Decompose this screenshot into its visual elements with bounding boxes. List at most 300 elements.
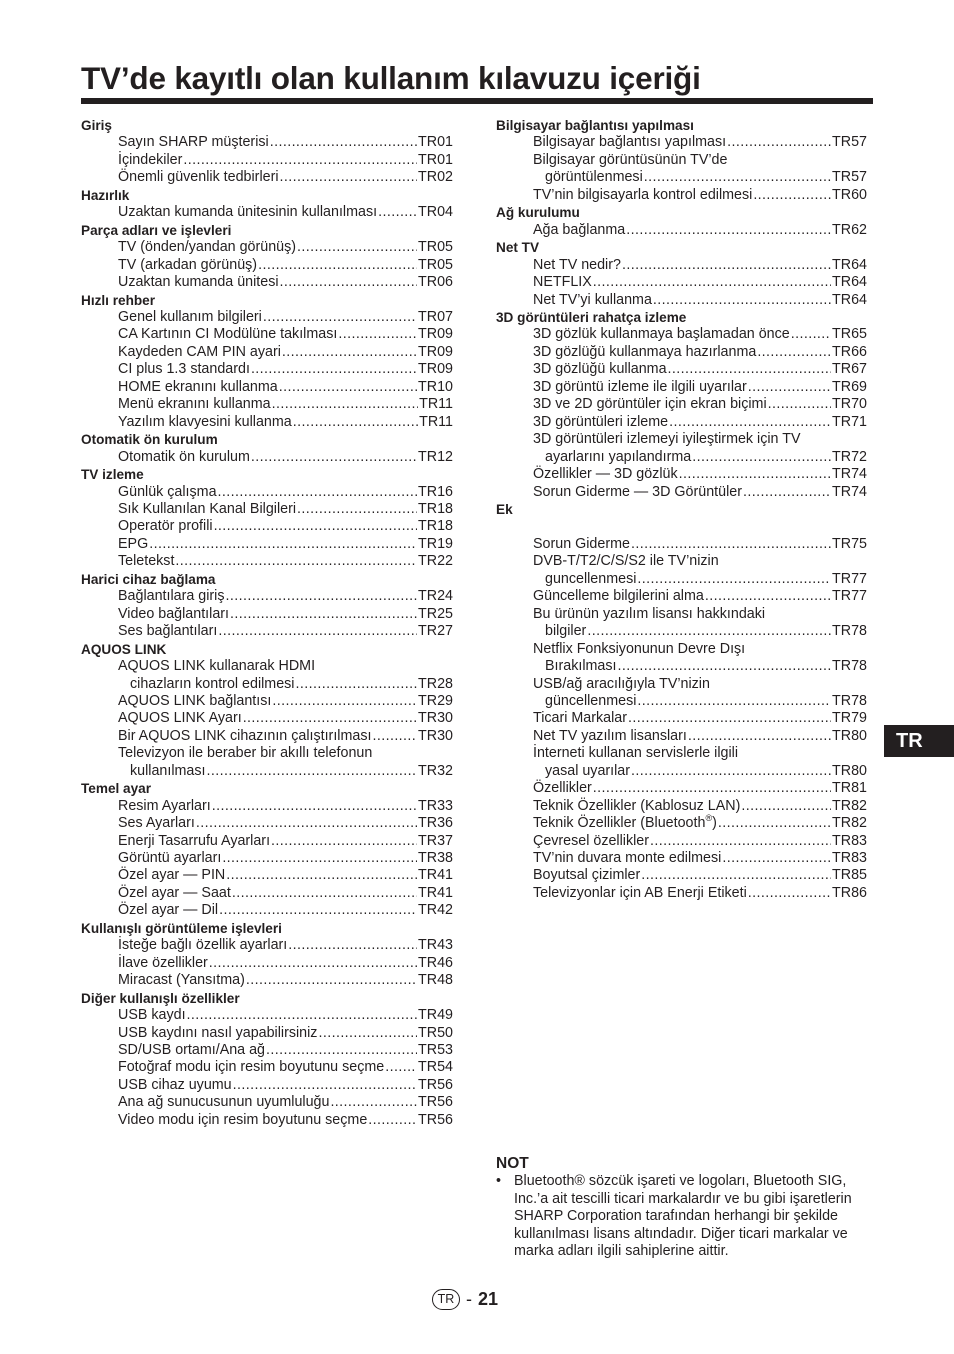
dot-leader [757, 344, 831, 361]
dot-leader [688, 728, 831, 745]
toc-entry [81, 484, 453, 501]
dot-leader [251, 449, 417, 466]
toc-page-ref: TR02 [418, 169, 453, 186]
toc-entry [496, 326, 867, 343]
toc-entry-text: TV (arkadan görünüş) [118, 256, 258, 273]
toc-entry-title [118, 414, 292, 431]
toc-entry-text: Bırakılması [545, 658, 617, 675]
toc-entry [81, 833, 453, 850]
toc-entry-text: İlave özellikler [118, 954, 208, 971]
toc-entry-text: Uzaktan kumanda ünitesinin kullanılması [118, 204, 378, 221]
dot-leader [226, 867, 417, 884]
toc-entry [496, 798, 867, 815]
toc-entry-text: Bağlantılara giriş [118, 588, 225, 605]
toc-entry-text: CI plus 1.3 standardı [118, 361, 250, 378]
toc-entry [81, 414, 453, 431]
dot-leader [222, 850, 417, 867]
toc-entry-text: USB kaydı [118, 1007, 186, 1024]
toc-entry-title [533, 780, 592, 797]
toc-entry [496, 850, 867, 867]
toc-page-ref: TR50 [418, 1024, 453, 1041]
toc-page-ref: TR36 [418, 815, 453, 832]
dot-leader [271, 833, 417, 850]
toc-page-ref: TR72 [832, 448, 867, 465]
toc-entry [81, 1042, 453, 1059]
dot-leader [183, 152, 417, 169]
toc-page-ref: TR81 [832, 780, 867, 797]
toc-entry-text: Özellikler — 3D gözlük [533, 466, 678, 483]
toc-entry [496, 536, 867, 553]
toc-entry-text: Teknik Özellikler (Bluetooth [533, 815, 706, 832]
toc-entry [496, 693, 867, 710]
toc-page-ref: TR64 [832, 256, 867, 273]
toc-page-ref: TR65 [832, 326, 867, 343]
toc-page-ref: TR77 [832, 570, 867, 587]
toc-entry-title [533, 274, 592, 291]
toc-entry-text: İçindekiler [118, 151, 183, 168]
toc-entry-title [118, 693, 271, 710]
toc-entry [496, 449, 867, 466]
toc-entry [81, 728, 453, 745]
toc-entry-title [118, 972, 245, 989]
toc-entry-title [118, 239, 296, 256]
toc-entry-text: İsteğe bağlı özellik ayarları [118, 937, 288, 954]
dot-leader [297, 239, 417, 256]
dot-leader [587, 623, 831, 640]
toc-entry [81, 169, 453, 186]
toc-entry-text: 3D gözlük kullanmaya başlamadan önce [533, 326, 790, 343]
toc-page-ref: TR41 [418, 884, 453, 901]
toc-page-ref: TR22 [418, 553, 453, 570]
toc-entry-title [533, 379, 747, 396]
toc-entry [496, 710, 867, 727]
toc-entry-title [118, 484, 217, 501]
toc-entry-title [118, 937, 287, 954]
toc-entry-text: Video bağlantıları [118, 605, 230, 622]
dot-leader [214, 518, 417, 535]
toc-entry [81, 798, 453, 815]
toc-entry [496, 169, 867, 186]
toc-page-ref: TR79 [832, 710, 867, 727]
dot-leader [622, 257, 831, 274]
dot-leader [251, 361, 417, 378]
toc-entry-text: Ticari Markalar [533, 710, 627, 727]
title-underline [81, 98, 873, 104]
toc-entry-title [118, 204, 377, 221]
toc-entry-text: Önemli güvenlik tedbirleri [118, 169, 279, 186]
toc-page-ref: TR37 [418, 832, 453, 849]
toc-page-ref: TR69 [832, 378, 867, 395]
toc-entry [81, 257, 453, 274]
toc-page-ref: TR33 [418, 797, 453, 814]
toc-entry-line: 3D görüntüleri izlemeyi iyileştirmek için TV [533, 431, 801, 448]
dot-leader [644, 169, 831, 186]
toc-entry [81, 518, 453, 535]
page-footer [432, 1286, 498, 1312]
toc-page-ref: TR60 [832, 186, 867, 203]
toc-page-ref: TR74 [832, 483, 867, 500]
toc-entry-title [118, 798, 211, 815]
toc-entry-title [118, 955, 208, 972]
dot-leader [748, 379, 831, 396]
toc-entry-text: ayarlarını yapılandırma [545, 448, 692, 465]
toc-entry-text: Net TV nedir? [533, 256, 621, 273]
toc-entry [81, 396, 453, 413]
toc-entry-title [118, 606, 229, 623]
toc-entry-text: Ana ağ sunucusunun uyumluluğu [118, 1094, 330, 1111]
toc-page-ref: TR56 [418, 1111, 453, 1128]
dot-leader [593, 274, 831, 291]
toc-entry [81, 379, 453, 396]
toc-page-ref: TR77 [832, 588, 867, 605]
toc-section-heading: TV izleme [81, 467, 144, 483]
toc-entry-text: Genel kullanım bilgileri [118, 308, 262, 325]
toc-entry-title [545, 658, 617, 675]
toc-entry-title [130, 763, 206, 780]
toc-entry-text: Ses bağlantıları [118, 623, 218, 640]
dot-leader [297, 501, 417, 518]
language-circle-badge: TR [432, 1289, 460, 1310]
toc-entry [81, 850, 453, 867]
toc-entry-title [118, 518, 213, 535]
note-box [496, 1155, 866, 1260]
dot-leader [679, 466, 831, 483]
toc-entry-title [118, 379, 278, 396]
toc-entry-title [130, 676, 294, 693]
toc-entry-title [118, 309, 262, 326]
dot-leader [768, 396, 831, 413]
toc-entry-text: Özellikler [533, 780, 592, 797]
toc-page-ref: TR32 [418, 762, 453, 779]
dot-leader [293, 414, 418, 431]
toc-entry-title [118, 257, 257, 274]
toc-section-heading: Diğer kullanışlı özellikler [81, 990, 240, 1006]
toc-entry [81, 274, 453, 291]
dot-leader [385, 1059, 417, 1076]
dot-leader [631, 763, 831, 780]
toc-page-ref: TR83 [832, 850, 867, 867]
toc-entry [496, 222, 867, 239]
dot-leader [218, 484, 418, 501]
toc-entry [81, 693, 453, 710]
toc-entry-text: SD/USB ortamı/Ana ağ [118, 1042, 266, 1059]
toc-entry [81, 1025, 453, 1042]
toc-page-ref: TR43 [418, 937, 453, 954]
toc-page-ref: TR41 [418, 867, 453, 884]
toc-page-ref: TR01 [418, 151, 453, 168]
toc-entry-title [533, 414, 668, 431]
toc-entry-text: guncellenmesi [545, 570, 637, 587]
toc-entry [496, 588, 867, 605]
toc-entry-text: Teknik Özellikler (Kablosuz LAN) [533, 797, 741, 814]
dot-leader [653, 292, 831, 309]
toc-page-ref: TR09 [418, 361, 453, 378]
toc-entry-title [533, 396, 767, 413]
toc-entry [496, 658, 867, 675]
toc-page-ref: TR12 [418, 448, 453, 465]
dot-leader [219, 902, 417, 919]
toc-entry-text: Uzaktan kumanda ünitesi [118, 274, 279, 291]
toc-entry-text: TV (önden/yandan görünüş) [118, 239, 297, 256]
toc-page-ref: TR25 [418, 605, 453, 622]
toc-entry-text: 3D görüntü izleme ile ilgili uyarılar [533, 378, 747, 395]
toc-entry [496, 292, 867, 309]
dot-leader [230, 606, 417, 623]
note-text: Bluetooth® sözcük işareti ve logoları, Bluetooth SIG, Inc.’a ait tescilli ticari markalardır ve bu gibi işaretlerin SHARP Corporation tarafından herhangi bir şekilde kullanılması lisans altındadır. Diğer ticari markalar ve marka adları ilgili sahiplerine aittir. [514, 1173, 852, 1260]
toc-entry-text: Kaydeden CAM PIN ayari [118, 343, 281, 360]
toc-entry-title [118, 553, 174, 570]
toc-entry-text-end: ) [712, 815, 717, 832]
toc-entry [496, 257, 867, 274]
toc-page-ref: TR38 [418, 850, 453, 867]
toc-entry-text: 3D gözlüğü kullanmaya hazırlanma [533, 343, 757, 360]
toc-page-ref: TR16 [418, 483, 453, 500]
toc-page-ref: TR01 [418, 134, 453, 151]
dot-leader [266, 1042, 417, 1059]
dot-leader [743, 484, 831, 501]
toc-entry-title [533, 885, 747, 902]
toc-entry-text: USB cihaz uyumu [118, 1076, 232, 1093]
toc-page-ref: TR10 [418, 378, 453, 395]
toc-entry [81, 1059, 453, 1076]
toc-entry [81, 623, 453, 640]
toc-entry [81, 309, 453, 326]
toc-page-ref: TR29 [418, 692, 453, 709]
dot-leader [631, 536, 831, 553]
dot-leader [626, 222, 831, 239]
toc-page-ref: TR54 [418, 1059, 453, 1076]
toc-page-ref: TR30 [418, 727, 453, 744]
toc-entry-text: cihazların kontrol edilmesi [130, 675, 295, 692]
toc-page-ref: TR78 [832, 658, 867, 675]
dot-leader [318, 1025, 417, 1042]
toc-entry [81, 449, 453, 466]
toc-section-heading: Otomatik ön kurulum [81, 432, 218, 448]
toc-entry-title [118, 1025, 317, 1042]
dot-leader [149, 536, 417, 553]
toc-entry-title [118, 449, 250, 466]
dot-leader [372, 728, 417, 745]
dot-leader [295, 676, 417, 693]
toc-page-ref: TR24 [418, 588, 453, 605]
toc-entry-line: Bilgisayar görüntüsünün TV’de [533, 151, 728, 168]
toc-page-ref: TR07 [418, 308, 453, 325]
page-title: TV’de kayıtlı olan kullanım kılavuzu içeriği [81, 60, 701, 96]
toc-entry [81, 1112, 453, 1129]
toc-entry-title [118, 501, 296, 518]
dot-leader [705, 588, 831, 605]
toc-entry-text: Fotoğraf modu için resim boyutunu seçme [118, 1059, 385, 1076]
dot-leader [187, 1007, 417, 1024]
toc-page-ref: TR57 [832, 169, 867, 186]
toc-entry-title [533, 361, 667, 378]
toc-entry-title [118, 1059, 384, 1076]
toc-entry-text: Çevresel özellikler [533, 832, 650, 849]
toc-entry-title [533, 833, 649, 850]
toc-entry [81, 361, 453, 378]
toc-entry-text: Günlük çalışma [118, 483, 217, 500]
dot-leader [209, 955, 417, 972]
dot-leader [722, 850, 831, 867]
toc-entry-title [118, 885, 231, 902]
toc-entry [496, 571, 867, 588]
toc-page-ref: TR09 [418, 343, 453, 360]
toc-entry-title [533, 536, 630, 553]
toc-page-ref: TR30 [418, 710, 453, 727]
toc-entry-title [533, 815, 717, 832]
dot-leader [207, 763, 418, 780]
toc-entry-title [545, 571, 636, 588]
toc-entry-text: Özel ayar — Dil [118, 902, 219, 919]
toc-entry-text: Video modu için resim boyutunu seçme [118, 1111, 368, 1128]
dot-leader [368, 1112, 417, 1129]
toc-page-ref: TR18 [418, 518, 453, 535]
toc-entry [81, 1094, 453, 1111]
toc-entry-title [118, 326, 337, 343]
toc-entry-text: 3D ve 2D görüntüler için ekran biçimi [533, 396, 767, 413]
toc-entry-title [533, 466, 678, 483]
toc-entry-text: Sık Kullanılan Kanal Bilgileri [118, 500, 297, 517]
toc-page-ref: TR56 [418, 1094, 453, 1111]
toc-entry-line: USB/ağ aracılığıyla TV’nizin [533, 675, 710, 692]
dot-leader [668, 361, 832, 378]
dot-leader [378, 204, 417, 221]
toc-page-ref: TR27 [418, 623, 453, 640]
toc-entry-text: AQUOS LINK Ayarı [118, 710, 242, 727]
toc-page-ref: TR46 [418, 954, 453, 971]
toc-page-ref: TR78 [832, 692, 867, 709]
dot-leader [628, 710, 831, 727]
dot-leader [279, 379, 417, 396]
toc-entry-text: EPG [118, 535, 149, 552]
toc-page-ref: TR83 [832, 832, 867, 849]
toc-entry-text: Yazılım klavyesini kullanma [118, 413, 292, 430]
toc-entry-title [545, 449, 691, 466]
toc-page-ref: TR66 [832, 343, 867, 360]
dot-leader [338, 326, 417, 343]
toc-entry-title [118, 1007, 186, 1024]
toc-page-ref: TR09 [418, 326, 453, 343]
toc-entry-text: güncellenmesi [545, 692, 637, 709]
dot-leader [748, 885, 831, 902]
dot-leader [669, 414, 831, 431]
toc-entry-title [118, 396, 271, 413]
toc-entry [81, 152, 453, 169]
toc-entry-line: Televizyon ile beraber bir akıllı telefonun [118, 745, 373, 762]
toc-entry-text: Bilgisayar bağlantısı yapılması [533, 134, 727, 151]
toc-section-heading: Hızlı rehber [81, 292, 156, 308]
toc-entry [496, 134, 867, 151]
toc-entry-title [118, 134, 269, 151]
toc-entry [81, 815, 453, 832]
toc-section-heading: Parça adları ve işlevleri [81, 222, 232, 238]
dot-leader [282, 344, 417, 361]
toc-page-ref: TR42 [418, 902, 453, 919]
dot-leader [618, 658, 832, 675]
dot-leader [288, 937, 417, 954]
toc-entry [496, 414, 867, 431]
toc-entry-text: TV’nin duvara monte edilmesi [533, 850, 722, 867]
toc-entry-line: DVB-T/T2/C/S/S2 ile TV’nizin [533, 553, 719, 570]
toc-page-ref: TR64 [832, 274, 867, 291]
dot-leader [593, 780, 831, 797]
toc-entry [81, 867, 453, 884]
toc-entry-title [118, 588, 225, 605]
dot-leader [641, 867, 831, 884]
toc-entry-title [118, 1094, 329, 1111]
toc-entry-title [118, 361, 250, 378]
toc-entry [81, 536, 453, 553]
toc-entry-text: 3D gözlüğü kullanma [533, 361, 667, 378]
page-number: 21 [478, 1288, 499, 1309]
toc-page-ref: TR62 [832, 221, 867, 238]
toc-page-ref: TR85 [832, 867, 867, 884]
toc-entry-text: HOME ekranını kullanma [118, 378, 278, 395]
toc-entry [496, 187, 867, 204]
toc-entry [496, 763, 867, 780]
toc-page-ref: TR64 [832, 291, 867, 308]
toc-page-ref: TR19 [418, 535, 453, 552]
toc-entry [81, 344, 453, 361]
toc-section-heading: Temel ayar [81, 781, 152, 797]
toc-entry [496, 484, 867, 501]
dot-leader [791, 326, 831, 343]
toc-entry [81, 902, 453, 919]
toc-right-column [496, 117, 867, 902]
dot-leader [196, 815, 417, 832]
dot-leader [270, 134, 417, 151]
toc-section-heading: Ağ kurulumu [496, 205, 580, 221]
toc-page-ref: TR78 [832, 623, 867, 640]
toc-entry-line: Netflix Fonksiyonunun Devre Dışı [533, 640, 746, 657]
toc-page-ref: TR75 [832, 535, 867, 552]
toc-entry-title [533, 326, 790, 343]
toc-entry-title [118, 867, 225, 884]
language-tab: TR [884, 725, 954, 757]
toc-page-ref: TR80 [832, 762, 867, 779]
toc-entry-title [118, 152, 182, 169]
toc-entry-title [545, 763, 630, 780]
dot-leader [226, 588, 418, 605]
toc-section-heading: Hazırlık [81, 187, 130, 203]
toc-entry [81, 955, 453, 972]
toc-entry [81, 501, 453, 518]
toc-entry-title [118, 1077, 232, 1094]
toc-section-heading: Harici cihaz bağlama [81, 571, 216, 587]
dot-leader [280, 169, 418, 186]
toc-page-ref: TR28 [418, 675, 453, 692]
toc-page-ref: TR11 [419, 413, 453, 430]
toc-page-ref: TR82 [832, 815, 867, 832]
toc-section-heading: Net TV [496, 240, 540, 256]
toc-entry-title [533, 292, 652, 309]
toc-page-ref: TR82 [832, 797, 867, 814]
toc-entry-title [533, 867, 640, 884]
toc-entry [496, 885, 867, 902]
toc-entry-text: NETFLIX [533, 274, 592, 291]
toc-page-ref: TR57 [832, 134, 867, 151]
toc-entry-title [118, 728, 371, 745]
toc-entry-text: AQUOS LINK bağlantısı [118, 692, 272, 709]
toc-entry-title [545, 169, 643, 186]
toc-entry [81, 1007, 453, 1024]
toc-entry-title [533, 710, 627, 727]
dot-leader [753, 187, 831, 204]
dot-leader [637, 571, 831, 588]
toc-entry-text: Teletekst [118, 553, 175, 570]
toc-entry-text: USB kaydını nasıl yapabilirsiniz [118, 1024, 318, 1041]
toc-entry-title [118, 833, 270, 850]
